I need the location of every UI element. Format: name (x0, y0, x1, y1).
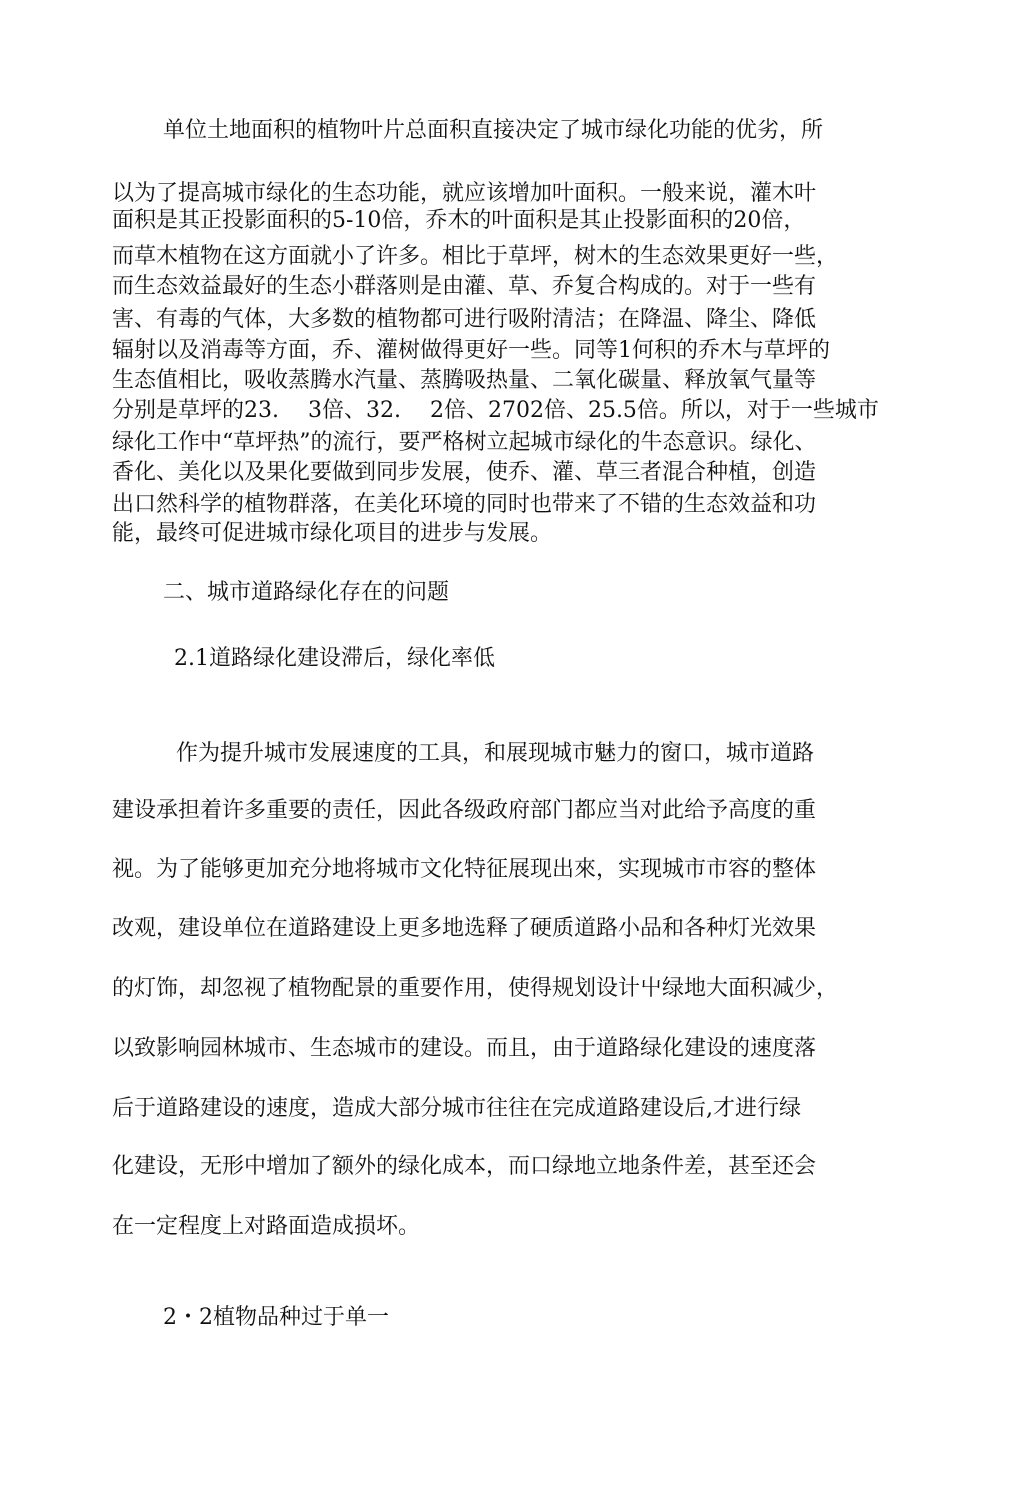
paragraph-1-line-12: 出口然科学的植物群落，在美化环境的同时也带来了不错的生态效益和功 (112, 492, 817, 517)
paragraph-1-line-5: 而生态效益最好的生态小群落则是由灌、草、乔复合构成的。对于一些有 (112, 274, 817, 299)
paragraph-2-line-7: 后于道路建设的速度，造成大部分城市往往在完成道路建设后,才进行绿 (112, 1096, 801, 1121)
paragraph-1-line-13: 能，最终可促进城市绿化项目的进步与发展。 (112, 521, 553, 546)
section-heading-2: 二、城市道路绿化存在的问题 (163, 580, 450, 605)
paragraph-2-line-1: 作为提升城市发展速度的工具，和展现城市魅力的窗口，城市道路 (176, 741, 815, 766)
paragraph-2-line-6: 以致影响园林城市、生态城市的建设。而且，由于道路绿化建设的速度落 (112, 1036, 817, 1061)
paragraph-1-line-2: 以为了提高城市绿化的生态功能，就应该增加叶面积。一般来说，灌木叶 (112, 181, 817, 206)
paragraph-1-line-6: 害、有毒的气体，大多数的植物都可进行吸附清洁；在降温、降尘、降低 (112, 307, 817, 332)
paragraph-1-line-1: 单位土地面积的植物叶片总面积直接决定了城市绿化功能的优劣，所 (163, 118, 824, 143)
subheading-2-2: 2・2植物品种过于单一 (163, 1305, 389, 1330)
paragraph-2-line-8: 化建设，无形中增加了额外的绿化成本，而口绿地立地条件差，甚至还会 (112, 1154, 817, 1179)
paragraph-2-line-2: 建设承担着许多重要的责任，因此各级政府部门都应当对此给予高度的重 (112, 798, 817, 823)
paragraph-2-line-4: 改观，建设单位在道路建设上更多地选释了硬质道路小品和各种灯光效果 (112, 916, 817, 941)
paragraph-1-line-3: 面积是其正投影面积的5-10倍，乔木的叶面积是其止投影面积的20倍， (112, 208, 806, 233)
paragraph-2-line-9: 在一定程度上对路面造成损坏。 (112, 1214, 421, 1239)
paragraph-1-line-11: 香化、美化以及果化要做到同步发展，使乔、灌、草三者混合种植，创造 (112, 460, 817, 485)
paragraph-1-line-8: 生态值相比，吸收蒸腾水汽量、蒸腾吸热量、二氧化碳量、释放氧气量等 (112, 368, 817, 393)
paragraph-2-line-3: 视。为了能够更加充分地将城市文化特征展现出來，实现城市市容的整体 (112, 857, 817, 882)
paragraph-2-line-5: 的灯饰，却忽视了植物配景的重要作用，使得规划设计屮绿地大面积减少， (112, 976, 839, 1001)
paragraph-1-line-7: 辐射以及消毒等方面，乔、灌树做得更好一些。同等1何积的乔木与草坪的 (112, 338, 830, 363)
paragraph-1-line-10: 绿化工作中“草坪热”的流行，要严格树立起城市绿化的牛态意识。绿化、 (112, 430, 817, 455)
paragraph-1-line-4: 而草木植物在这方面就小了许多。相比于草坪，树木的生态效果更好一些， (112, 244, 839, 269)
paragraph-1-line-9: 分别是草坪的23. 3倍、32. 2倍、2702倍、25.5倍。所以，对于一些城市 (112, 398, 879, 423)
subheading-2-1: 2.1道路绿化建设滞后，绿化率低 (174, 646, 495, 671)
